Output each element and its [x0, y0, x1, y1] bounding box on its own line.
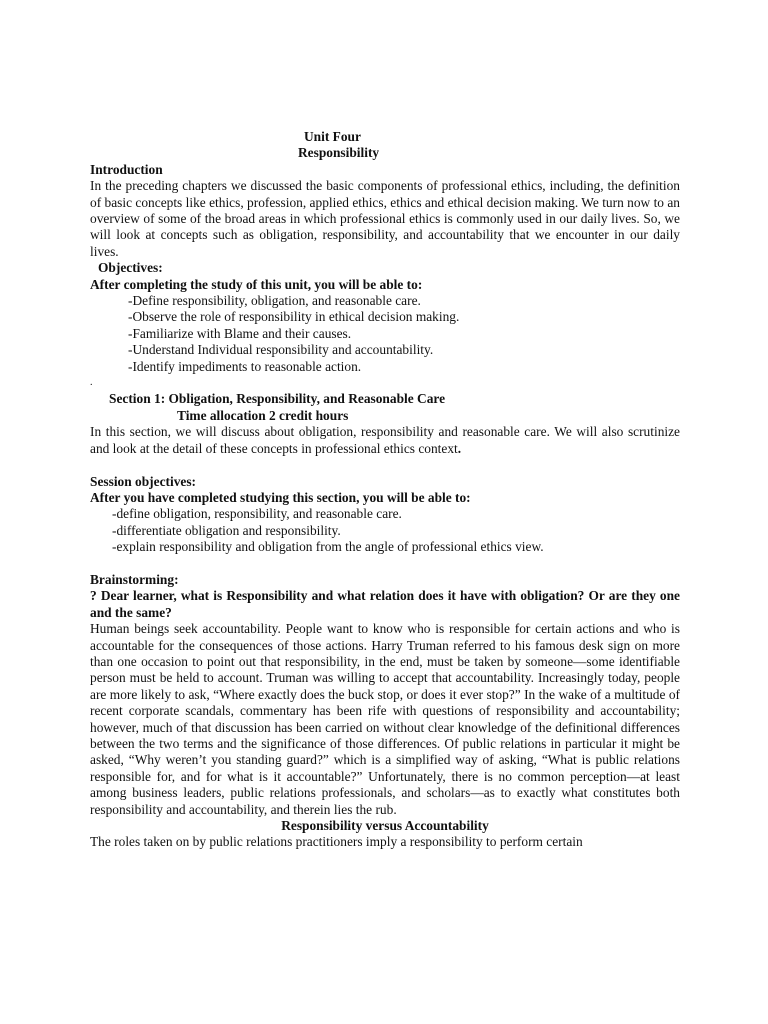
section-paragraph-end: .: [457, 440, 462, 456]
introduction-paragraph: In the preceding chapters we discussed the basic components of professional ethics, including, the definition of basic concepts like ethics, profession, applied ethics, ethics and ethical decision making. We turn now to an overview of some of the broad areas in which professional ethics is commonly used in our daily lives. So, we will look at concepts such as obligation, responsibility, and accountability that we encounter in our daily lives.: [90, 178, 680, 259]
objective-item: -Understand Individual responsibility and accountability.: [128, 342, 434, 358]
rva-heading: Responsibility versus Accountability: [281, 818, 489, 834]
session-objective-item: -explain responsibility and obligation from the angle of professional ethics view.: [112, 539, 544, 555]
unit-title: Unit Four: [304, 129, 361, 144]
session-objectives-heading: Session objectives:: [90, 473, 197, 489]
objective-item: -Familiarize with Blame and their causes.: [128, 325, 352, 341]
brainstorming-heading: Brainstorming:: [90, 571, 179, 587]
section-paragraph: [90, 424, 680, 457]
brainstorming-paragraph: Human beings seek accountability. People want to know who is responsible for certain actions and who is accountable for the consequences of those actions. Harry Truman referred to his famous desk sign on more than one occasion to point out that responsibility, in the end, must be taken by someone—some identifiable person must be held to account. Truman was willing to accept that accountability. Increasingly today, people are more likely to ask, “Where exactly does the buck stop, or does it ever stop?” In the wake of a multitude of recent corporate scandals, commentary has been rife with questions of responsibility and accountability; however, much of that discussion has been carried on without clear knowledge of the definitional differences between the two terms and the significance of those differences. Of public relations in particular it might be asked, “Why weren’t you standing guard?” which is a simplified way of asking, “What is public relations responsible for, and for what is it accountable?” Unfortunately, there is no common perception—at least among business leaders, public relations professionals, and scholars—as to exactly what constitutes both responsibility and accountability, and therein lies the rub.: [90, 621, 680, 817]
unit-subtitle: Responsibility: [298, 145, 380, 161]
spacer: [90, 457, 680, 473]
document-body: [90, 129, 680, 851]
brainstorming-question: ? Dear learner, what is Responsibility and what relation does it have with obligation? Or are they one and the same?: [90, 588, 680, 620]
objective-item: -Observe the role of responsibility in ethical decision making.: [128, 309, 460, 325]
section-paragraph-text: In this section, we will discuss about obligation, responsibility and reasonable care. We will also scrutinize and look at the detail of these concepts in professional ethics context: [90, 424, 680, 456]
session-objectives-lead: After you have completed studying this section, you will be able to:: [90, 489, 471, 505]
objective-item: -Define responsibility, obligation, and reasonable care.: [128, 293, 421, 309]
session-objective-item: -differentiate obligation and responsibility.: [112, 522, 341, 538]
rva-paragraph: The roles taken on by public relations practitioners imply a responsibility to perform certain: [90, 834, 583, 850]
objectives-heading: Objectives:: [98, 260, 163, 276]
objectives-lead: After completing the study of this unit, you will be able to:: [90, 276, 423, 292]
section-heading: Section 1: Obligation, Responsibility, and Reasonable Care: [109, 391, 446, 407]
spacer: [90, 556, 680, 572]
time-allocation: Time allocation 2 credit hours: [177, 407, 349, 423]
stray-mark: .: [90, 377, 93, 389]
session-objective-item: -define obligation, responsibility, and reasonable care.: [112, 506, 402, 522]
objective-item: -Identify impediments to reasonable action.: [128, 358, 362, 374]
introduction-heading: Introduction: [90, 161, 163, 177]
